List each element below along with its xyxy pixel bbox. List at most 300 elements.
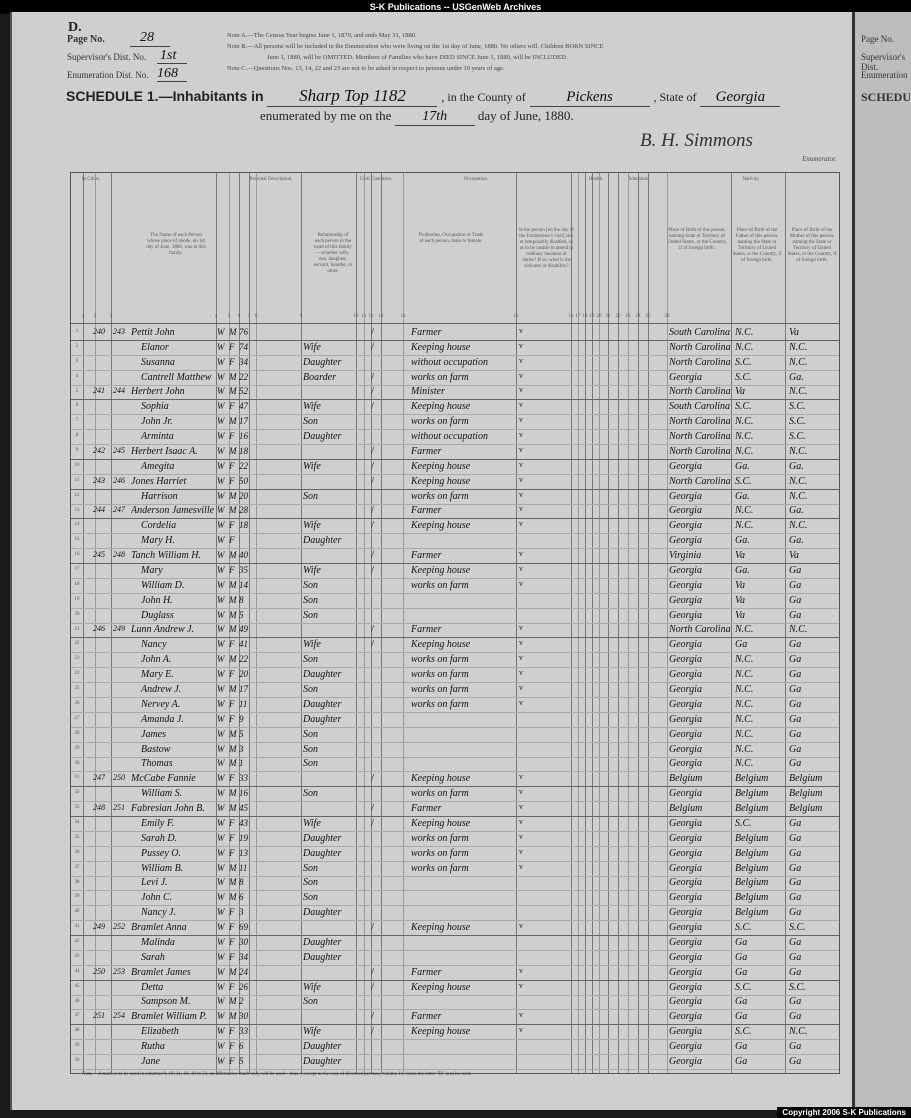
birthplace: Georgia [669,758,702,770]
civil-mark: / [371,623,375,636]
father-birthplace: Belgium [735,847,769,859]
sex: M [229,386,237,397]
age: 5 [239,1056,244,1066]
birthplace: North Carolina [669,475,731,487]
person-name: Andrew J. [141,684,182,695]
race: W [217,907,225,918]
occupation: works on farm [411,698,469,710]
father-birthplace: Ga [735,1041,748,1053]
row-line [71,370,839,371]
row-line [71,340,839,341]
mother-birthplace: Ga [789,1041,802,1053]
sex: M [229,996,237,1007]
person-name: Levi J. [141,877,168,889]
mother-birthplace: Ga. [789,371,804,383]
father-birthplace: Ga. [735,460,750,472]
mother-birthplace: Va [789,550,799,562]
race: W [217,341,225,352]
row-line [71,429,839,430]
sex: M [229,684,237,694]
person-name: Nancy J. [141,907,176,919]
birthplace: Belgium [669,803,703,815]
race: W [217,669,225,680]
group-in-cities: In Cities. [81,177,101,182]
note-c: Note C.—Questions Nos. 13, 14, 22 and 23 are not to be asked in respect to persons under 10 years of age. [227,65,505,72]
father-birthplace: Belgium [735,832,769,844]
row-number: 12 [74,492,80,498]
mother-birthplace: S.C. [789,922,806,934]
row-line [71,861,839,862]
column-number: 13 [378,314,384,319]
occupation: Keeping house [411,981,471,993]
mother-birthplace: S.C. [789,981,806,993]
birthplace: Georgia [669,1011,702,1023]
occupation-mark: v [519,444,523,454]
age: 5 [239,609,244,620]
row-number: 50 [74,1058,80,1064]
row-line [71,801,839,802]
occupation-mark: v [519,519,523,529]
sex: F [229,832,235,843]
occupation-mark: v [519,578,523,588]
birthplace: Georgia [669,862,702,874]
father-birthplace: Ga [735,1056,748,1067]
race: W [217,728,225,739]
age: 52 [239,386,248,397]
group-nativity: Nativity. [742,177,760,182]
row-number: 13 [74,507,80,513]
row-number: 9 [75,448,79,454]
father-birthplace: N.C. [735,624,754,636]
relationship: Daughter [303,698,342,710]
person-name: Sampson M. [141,996,191,1008]
sex: M [229,371,237,382]
race: W [217,579,225,590]
father-birthplace: S.C. [735,817,752,829]
person-name: Anderson Jamesville [131,505,215,517]
age: 6 [239,1041,244,1052]
race: W [217,743,225,754]
father-birthplace: S.C. [735,401,752,413]
person-name: Herbert John [131,386,185,398]
mother-birthplace: Ga [789,862,802,874]
note-a: Note A.—The Census Year begins June 1, 1879, and ends May 31, 1880. [227,32,417,39]
sex: F [229,936,235,947]
row-line [71,652,839,653]
row-number: 45 [74,983,80,989]
row-number: 34 [74,820,80,826]
age: 9 [239,713,244,724]
row-number: 22 [74,641,80,647]
age: 3 [239,907,244,918]
age: 13 [239,847,248,858]
race: W [217,550,225,561]
dwelling-number: 250 [93,966,105,976]
relationship: Wife [303,564,321,576]
person-name: Sophia [141,401,169,413]
father-birthplace: Ga. [735,490,750,502]
row-number: 40 [74,909,80,915]
civil-mark: / [371,1025,375,1038]
row-line [71,846,839,847]
race: W [217,981,225,992]
column-number: 7 [247,314,251,319]
row-line [71,757,839,758]
header-occupation: Profession, Occupation or Trade of each person, male or female. [418,233,484,244]
sex: M [229,550,237,561]
row-line [71,489,839,490]
civil-mark: / [371,459,375,472]
birthplace: Georgia [669,728,702,740]
occupation: Farmer [411,966,442,978]
age: 49 [239,624,248,635]
column-number: 6 [237,314,241,319]
header-illness: Is the person [on the day of the Enumerator's visit] sick or temporarily disabled, so as to be unable to attend to ordinary business or duties? If so, what is the sickness or disability? [519,228,574,269]
family-number: 246 [113,475,125,485]
row-number: 35 [74,834,80,840]
family-number: 250 [113,773,125,783]
person-name: Detta [141,981,164,993]
sex: F [229,817,235,828]
mother-birthplace: Ga [789,669,802,681]
race: W [217,877,225,888]
mother-birthplace: Ga [789,609,802,621]
father-birthplace: N.C. [735,713,754,725]
family-number: 249 [113,624,125,634]
state-value: Georgia [700,89,780,107]
occupation: Keeping house [411,520,471,532]
birthplace: Georgia [669,981,702,993]
age: 33 [239,773,248,784]
father-birthplace: Ga [735,966,748,978]
row-number: 6 [75,403,79,409]
age: 34 [239,951,248,962]
sex: M [229,445,237,456]
birthplace: North Carolina [669,445,731,457]
row-number: 41 [74,924,80,930]
person-name: William S. [141,788,183,800]
occupation: works on farm [411,654,469,666]
father-birthplace: N.C. [735,669,754,681]
relationship: Son [303,996,318,1008]
copyright-notice: Copyright 2006 S-K Publications [777,1107,911,1118]
occupation-mark: v [519,668,523,678]
dwelling-number: 243 [93,475,105,485]
father-birthplace: S.C. [735,1026,752,1038]
occupation: Keeping house [411,460,471,472]
age: 8 [239,877,244,888]
mother-birthplace: Ga. [789,535,804,547]
race: W [217,654,225,665]
person-name: Tanch William H. [131,550,201,562]
row-number: 46 [74,998,80,1004]
birthplace: Georgia [669,609,702,621]
civil-mark: / [371,772,375,785]
family-number: 252 [113,922,125,932]
occupation: works on farm [411,684,469,695]
column-number: 14 [400,314,406,319]
relationship: Son [303,728,318,740]
mother-birthplace: Ga. [789,505,804,517]
note-b-cont: June 1, 1880, will be OMITTED. Members of Families who have DIED SINCE June 1, 1880, will be INCLUDED. [267,54,568,61]
occupation: Keeping house [411,475,471,487]
race: W [217,371,225,382]
age: 47 [239,401,248,412]
sex: F [229,431,235,442]
father-birthplace: Belgium [735,877,769,889]
occupation: Keeping house [411,773,471,785]
relationship: Wife [303,981,321,993]
dwelling-number: 241 [93,386,105,396]
race: W [217,416,225,427]
age: 22 [239,371,248,382]
row-line [71,816,839,817]
mother-birthplace: Ga. [789,460,804,472]
race: W [217,1026,225,1037]
age: 16 [239,431,248,442]
county-value: Pickens [530,89,650,107]
person-name: Malinda [141,936,175,948]
row-line [71,667,839,668]
family-number: 248 [113,550,125,560]
birthplace: Georgia [669,654,702,666]
race: W [217,713,225,724]
person-name: Mary [141,564,163,576]
relationship: Boarder [303,371,336,383]
occupation-mark: v [519,459,523,469]
age: 2 [239,996,244,1007]
birthplace: North Carolina [669,356,731,368]
birthplace: Georgia [669,788,702,800]
row-line [71,637,839,638]
race: W [217,356,225,367]
person-name: McCabe Fannie [131,773,196,785]
supervisor-label: Supervisor's Dist. No. [67,52,147,62]
sex: F [229,460,235,471]
person-name: Jane [141,1056,160,1067]
age: 14 [239,579,248,590]
group-occupation: Occupation. [463,177,489,182]
header-birth-father: Place of Birth of the Father of this person, naming the State or Territory of United States, or the Country, if of foreign birth. [732,228,782,263]
row-line [71,533,839,534]
civil-mark: / [371,340,375,353]
row-number: 32 [74,790,80,796]
occupation-mark: v [519,921,523,931]
relationship: Son [303,579,318,591]
father-birthplace: Ga [735,639,748,651]
header-birth-mother: Place of Birth of the Mother of this person, naming the State or Territory of United States, or the Country, if of foreign birth. [787,228,837,263]
mother-birthplace: Ga [789,684,802,695]
dwelling-number: 244 [93,505,105,515]
sex: M [229,803,237,814]
column-number: 2 [93,314,97,319]
occupation-mark: v [519,831,523,841]
father-birthplace: N.C. [735,505,754,517]
census-notes [227,30,847,74]
birthplace: Georgia [669,505,702,517]
birthplace: Georgia [669,579,702,591]
row-number: 19 [74,596,80,602]
father-birthplace: S.C. [735,981,752,993]
row-number: 37 [74,864,80,870]
father-birthplace: N.C. [735,416,754,428]
row-line [71,414,839,415]
father-birthplace: Belgium [735,892,769,904]
page-number-line [130,46,170,47]
age: 34 [239,356,248,367]
father-birthplace: Va [735,386,745,398]
civil-mark: / [371,370,375,383]
sex: F [229,475,235,486]
race: W [217,698,225,709]
sex: M [229,326,237,337]
age: 28 [239,505,248,516]
mother-birthplace: N.C. [789,490,808,502]
race: W [217,847,225,858]
family-number: 243 [113,326,125,336]
row-line [71,876,839,877]
race: W [217,639,225,650]
civil-mark: / [371,549,375,562]
occupation-mark: v [519,370,523,380]
row-line [71,563,839,564]
birthplace: North Carolina [669,386,731,398]
race: W [217,892,225,903]
enumerator-label: Enumerator. [802,155,837,163]
row-number: 24 [74,671,80,677]
occupation-mark: v [519,325,523,335]
person-name: Bramlet James [131,966,191,978]
person-name: Cordelia [141,520,177,532]
row-line [71,623,839,624]
schedule-title: SCHEDULE 1.—Inhabitants in [66,88,264,104]
occupation-mark: v [519,772,523,782]
birthplace: Georgia [669,639,702,651]
mother-birthplace: Ga [789,654,802,666]
occupation-mark: v [519,1010,523,1020]
dwelling-number: 248 [93,803,105,813]
civil-mark: / [371,519,375,532]
row-number: 15 [74,537,80,543]
race: W [217,475,225,486]
civil-mark: / [371,1010,375,1023]
row-line [71,1039,839,1040]
age: 30 [239,936,248,947]
person-name: Cantrell Matthew [141,371,212,383]
relationship: Wife [303,341,321,353]
birthplace: Georgia [669,817,702,829]
sex: M [229,966,237,977]
column-number: 17 [575,314,581,319]
race: W [217,773,225,784]
occupation-mark: v [519,340,523,350]
sex: M [229,579,237,590]
birthplace: North Carolina [669,341,731,353]
supervisor-value: 1st [160,48,177,63]
father-birthplace: N.C. [735,743,754,755]
row-line [71,1069,839,1070]
sex: M [229,728,237,739]
person-name: John Jr. [141,416,173,428]
occupation-mark: v [519,549,523,559]
column-number: 11 [361,314,367,319]
civil-mark: / [371,504,375,517]
sex: F [229,981,235,992]
relationship: Daughter [303,431,342,443]
row-number: 23 [74,656,80,662]
mother-birthplace: S.C. [789,401,806,413]
mother-birthplace: N.C. [789,624,808,636]
mother-birthplace: N.C. [789,1026,808,1038]
relationship: Daughter [303,847,342,859]
occupation: Keeping house [411,639,471,651]
race: W [217,520,225,531]
civil-mark: / [371,563,375,576]
row-line [71,444,839,445]
race: W [217,1056,225,1066]
row-number: 25 [74,686,80,692]
person-name: Jones Harriet [131,475,187,487]
row-number: 26 [74,701,80,706]
dwelling-number: 240 [93,326,105,336]
row-number: 20 [74,611,80,617]
father-birthplace: N.C. [735,445,754,457]
column-number: 8 [254,314,258,319]
person-name: John C. [141,892,173,904]
birthplace: South Carolina [669,401,731,413]
sex: F [229,669,235,680]
person-name: Herbert Isaac A. [131,445,198,457]
birthplace: Georgia [669,564,702,576]
age: 20 [239,490,248,501]
age: 76 [239,326,248,337]
schedule-place: Sharp Top 1182 [267,86,437,107]
birthplace: North Carolina [669,416,731,428]
row-line [71,697,839,698]
occupation-mark: v [519,430,523,440]
mother-birthplace: Ga [789,907,802,919]
column-number: 24 [635,314,641,319]
occupation: Farmer [411,624,442,636]
mother-birthplace: Belgium [789,773,823,785]
sex: M [229,743,237,754]
row-number: 17 [74,567,80,573]
person-name: Susanna [141,356,175,368]
occupation: works on farm [411,862,469,874]
sex: M [229,594,237,605]
occupation-mark: v [519,638,523,648]
age: 1 [239,758,244,769]
occupation: without occupation [411,356,488,368]
row-number: 1 [75,329,79,334]
occupation: works on farm [411,416,469,428]
sex: F [229,520,235,531]
row-line [71,995,839,996]
row-line [71,742,839,743]
occupation: Farmer [411,803,442,815]
father-birthplace: Ga [735,936,748,948]
mother-birthplace: Ga [789,832,802,844]
relationship: Daughter [303,832,342,844]
person-name: Nancy [141,639,167,651]
sex: F [229,951,235,962]
occupation: Keeping house [411,817,471,829]
civil-mark: / [371,444,375,457]
person-name: John A. [141,654,172,666]
race: W [217,431,225,442]
enumerated-day: 17th [395,109,475,126]
occupation-mark: v [519,504,523,514]
